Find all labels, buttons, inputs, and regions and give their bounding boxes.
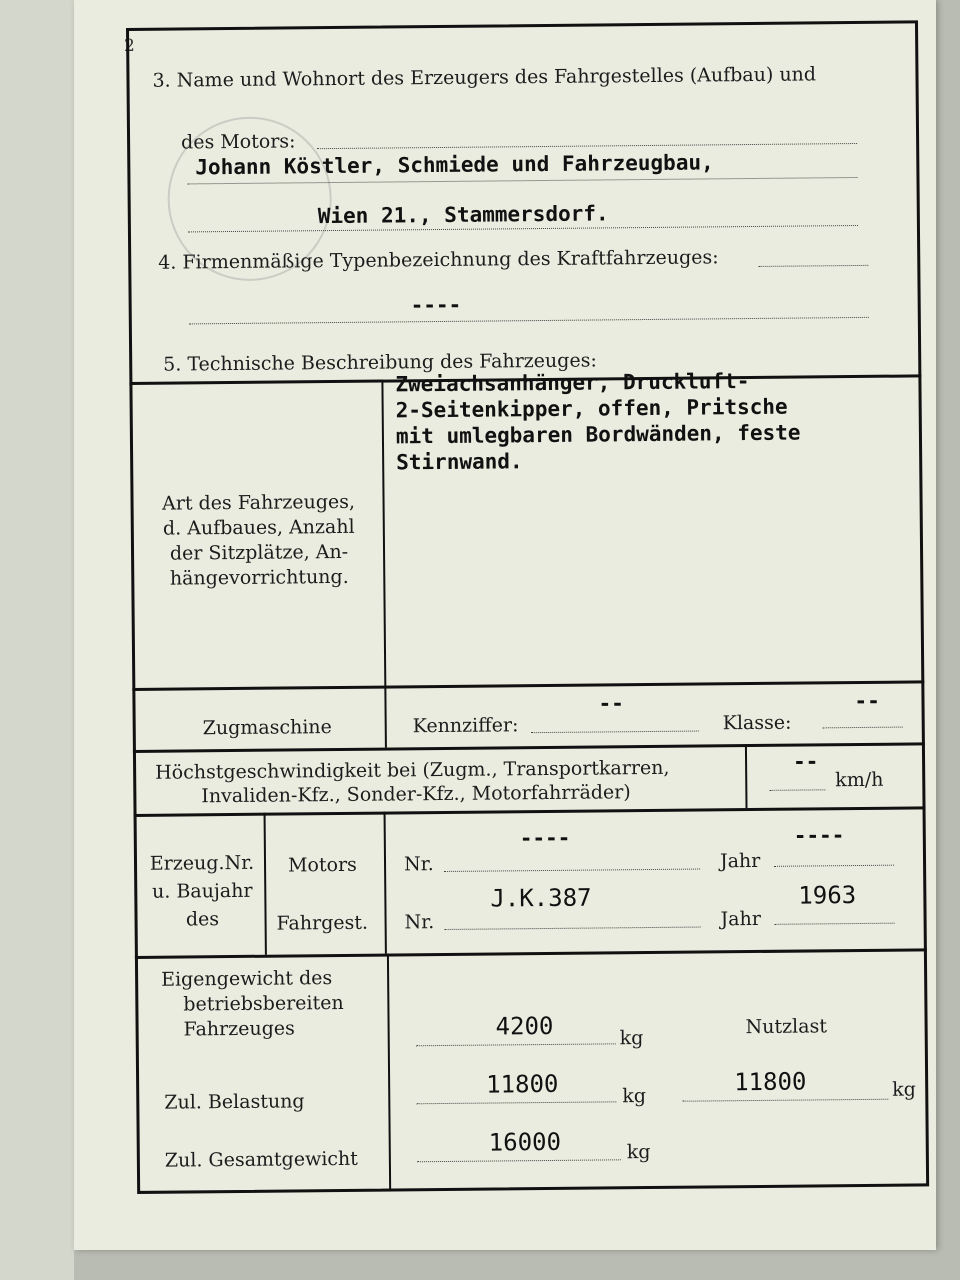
- section5-label: 5. Technische Beschreibung des Fahrzeuges:: [163, 349, 597, 376]
- form-frame: [126, 20, 929, 1194]
- belastung-label: Zul. Belastung: [164, 1090, 305, 1114]
- motor-nr-label: Nr.: [403, 853, 434, 876]
- section3-label-line1: 3. Name und Wohnort des Erzeugers des Fahrgestelles (Aufbau) und: [152, 63, 817, 92]
- motor-jahr-value: ----: [793, 823, 845, 848]
- nutzlast-value: 11800: [734, 1067, 807, 1097]
- eigengewicht-label-line: Eigengewicht des: [161, 967, 333, 991]
- kennziffer-value: --: [598, 691, 624, 716]
- nutzlast-label: Nutzlast: [745, 1015, 828, 1039]
- speed-label-line1: Höchstgeschwindigkeit bei (Zugm., Transportkarren,: [155, 756, 670, 784]
- section3-value-line1: Johann Köstler, Schmiede und Fahrzeugbau,: [195, 150, 714, 180]
- speed-label-line2: Invaliden-Kfz., Sonder-Kfz., Motorfahrräder): [201, 781, 631, 808]
- fahrgest-jahr-value: 1963: [798, 881, 857, 910]
- erzeugnr-label-line: Erzeug.Nr.: [149, 851, 255, 875]
- art-value-line: Zweiachsanhänger, Druckluft-: [395, 369, 750, 397]
- art-label-line: der Sitzplätze, An-: [169, 540, 349, 565]
- gesamtgewicht-value: 16000: [488, 1127, 562, 1157]
- section4-label: 4. Firmenmäßige Typenbezeichnung des Kraftfahrzeuges:: [158, 246, 719, 274]
- fahrgest-jahr-label: Jahr: [720, 907, 761, 931]
- section3-value-line2: Wien 21., Stammersdorf.: [317, 201, 609, 229]
- speed-value: --: [792, 749, 819, 774]
- speed-unit: km/h: [835, 768, 884, 792]
- erzeugnr-label-line: des: [185, 908, 220, 931]
- art-value-line: Stirnwand.: [396, 449, 523, 475]
- motor-nr-value: ----: [519, 825, 571, 851]
- klasse-label: Klasse:: [722, 711, 792, 735]
- art-label-line: d. Aufbaues, Anzahl: [162, 515, 355, 540]
- belastung-value: 11800: [486, 1069, 559, 1099]
- section4-value: ----: [410, 292, 462, 318]
- fahrgest-nr-value: J.K.387: [490, 883, 592, 913]
- belastung-unit: kg: [622, 1085, 647, 1108]
- art-label-line: Art des Fahrzeuges,: [162, 490, 356, 515]
- gesamtgewicht-label: Zul. Gesamtgewicht: [164, 1147, 358, 1172]
- motors-label: Motors: [287, 853, 357, 877]
- kennziffer-label: Kennziffer:: [412, 714, 519, 738]
- book-spine: [0, 0, 74, 1280]
- zugmaschine-label: Zugmaschine: [202, 716, 332, 740]
- eigengewicht-unit: kg: [619, 1027, 644, 1050]
- art-value-line: 2-Seitenkipper, offen, Pritsche: [395, 394, 788, 423]
- eigengewicht-label-line: Fahrzeuges: [183, 1017, 295, 1041]
- erzeugnr-label-line: u. Baujahr: [151, 879, 253, 903]
- eigengewicht-label-line: betriebsbereiten: [183, 991, 344, 1016]
- art-value: [395, 368, 801, 476]
- eigengewicht-label: [161, 966, 344, 1043]
- klasse-value: --: [854, 688, 880, 714]
- nutzlast-unit: kg: [892, 1078, 917, 1101]
- fahrgest-nr-label: Nr.: [404, 911, 435, 934]
- fahrgest-label: Fahrgest.: [276, 911, 369, 935]
- gesamtgewicht-unit: kg: [626, 1141, 651, 1164]
- art-label-line: hängevorrichtung.: [169, 565, 349, 590]
- art-label: [138, 490, 379, 592]
- motor-jahr-label: Jahr: [719, 849, 761, 873]
- eigengewicht-value: 4200: [495, 1011, 554, 1041]
- section3-label-line2: des Motors:: [180, 130, 296, 154]
- erzeugnr-label: [140, 849, 265, 934]
- art-value-line: mit umlegbaren Bordwänden, feste: [395, 420, 801, 449]
- page-number: 2: [124, 36, 135, 56]
